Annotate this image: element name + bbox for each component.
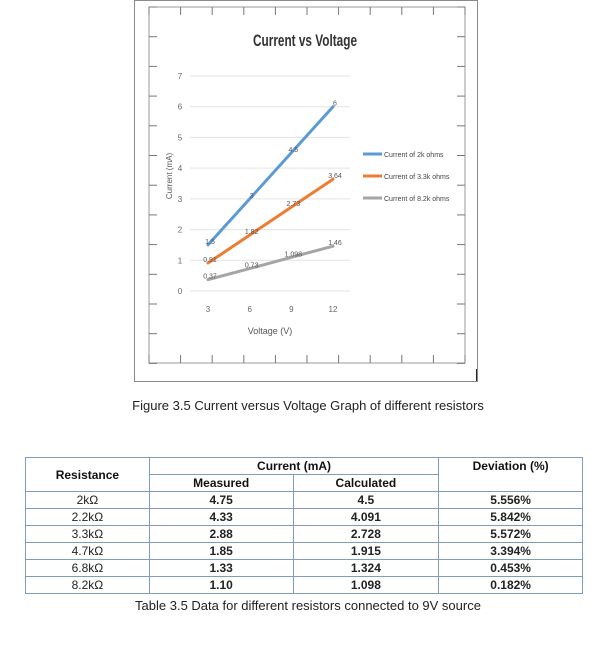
cell-deviation: 5.842% [439,509,583,526]
cell-calculated: 2.728 [293,526,439,543]
cell-measured: 1.85 [149,543,293,560]
cell-measured: 4.33 [149,509,293,526]
data-label: 1.5 [205,238,215,246]
series-line [208,107,333,245]
cell-deviation: 0.453% [439,560,583,577]
cell-measured: 1.33 [149,560,293,577]
x-tick-label: 3 [205,305,211,314]
cell-resistance: 3.3kΩ [26,526,150,543]
current-voltage-chart [135,1,479,383]
table-row [26,543,583,560]
data-label: 0.91 [203,257,217,265]
header-deviation: Deviation (%) [439,458,583,492]
cell-resistance: 6.8kΩ [26,560,150,577]
figure-caption: Figure 3.5 Current versus Voltage Graph of different resistors [132,398,484,413]
data-label: 0.37 [203,273,217,281]
header-measured: Measured [149,475,293,492]
cell-calculated: 4.5 [293,492,439,509]
cell-calculated: 4.091 [293,509,439,526]
cell-resistance: 2.2kΩ [26,509,150,526]
data-label: 3 [249,192,254,200]
cell-measured: 4.75 [149,492,293,509]
cell-deviation: 5.556% [439,492,583,509]
cell-deviation: 0.182% [439,577,583,594]
y-tick-label: 0 [177,287,183,296]
y-tick-label: 4 [177,164,183,174]
table-row [26,560,583,577]
resistor-data-table [25,457,583,594]
data-label: 6 [333,100,337,108]
cell-calculated: 1.324 [293,560,439,577]
y-tick-label: 7 [177,72,183,81]
cell-measured: 1.10 [149,577,293,594]
y-axis-label: Current (mA) [165,152,174,200]
data-label: 4.5 [288,146,299,154]
cell-calculated: 1.098 [293,577,439,594]
y-tick-label: 3 [177,194,183,204]
table-row [26,509,583,526]
legend-entry: Current of 8.2k ohms [384,196,450,203]
cell-deviation: 5.572% [439,526,583,543]
cell-calculated: 1.915 [293,543,439,560]
header-calculated: Calculated [293,475,439,492]
data-label: 0.73 [244,262,259,270]
table-caption: Table 3.5 Data for different resistors connected to 9V source [135,598,481,613]
data-label: 1.098 [284,251,303,259]
legend-entry: Current of 3.3k ohms [384,174,450,181]
data-label: 1.82 [244,229,259,237]
data-label: 2.73 [286,201,301,209]
cell-deviation: 3.394% [439,543,583,560]
cell-resistance: 8.2kΩ [26,577,150,594]
x-tick-label: 12 [328,305,338,314]
y-tick-label: 1 [177,256,183,266]
table-row [26,492,583,509]
chart-title: Current vs Voltage [253,31,357,50]
figure-frame [134,0,478,382]
y-tick-label: 5 [177,133,183,143]
data-label: 1.46 [328,240,342,248]
cell-measured: 2.88 [149,526,293,543]
x-tick-label: 6 [247,305,252,314]
y-tick-label: 6 [177,102,183,112]
table-row [26,577,583,594]
cell-resistance: 2kΩ [26,492,150,509]
legend-entry: Current of 2k ohms [384,152,444,159]
figure-tail-mark [476,369,477,381]
data-label: 3.64 [328,173,342,181]
table-row [26,526,583,543]
x-tick-label: 9 [289,305,294,314]
x-axis-label: Voltage (V) [247,326,293,336]
header-current: Current (mA) [149,458,438,475]
cell-resistance: 4.7kΩ [26,543,150,560]
header-resistance: Resistance [26,458,150,492]
y-tick-label: 2 [177,225,183,235]
inner-frame [149,7,465,363]
